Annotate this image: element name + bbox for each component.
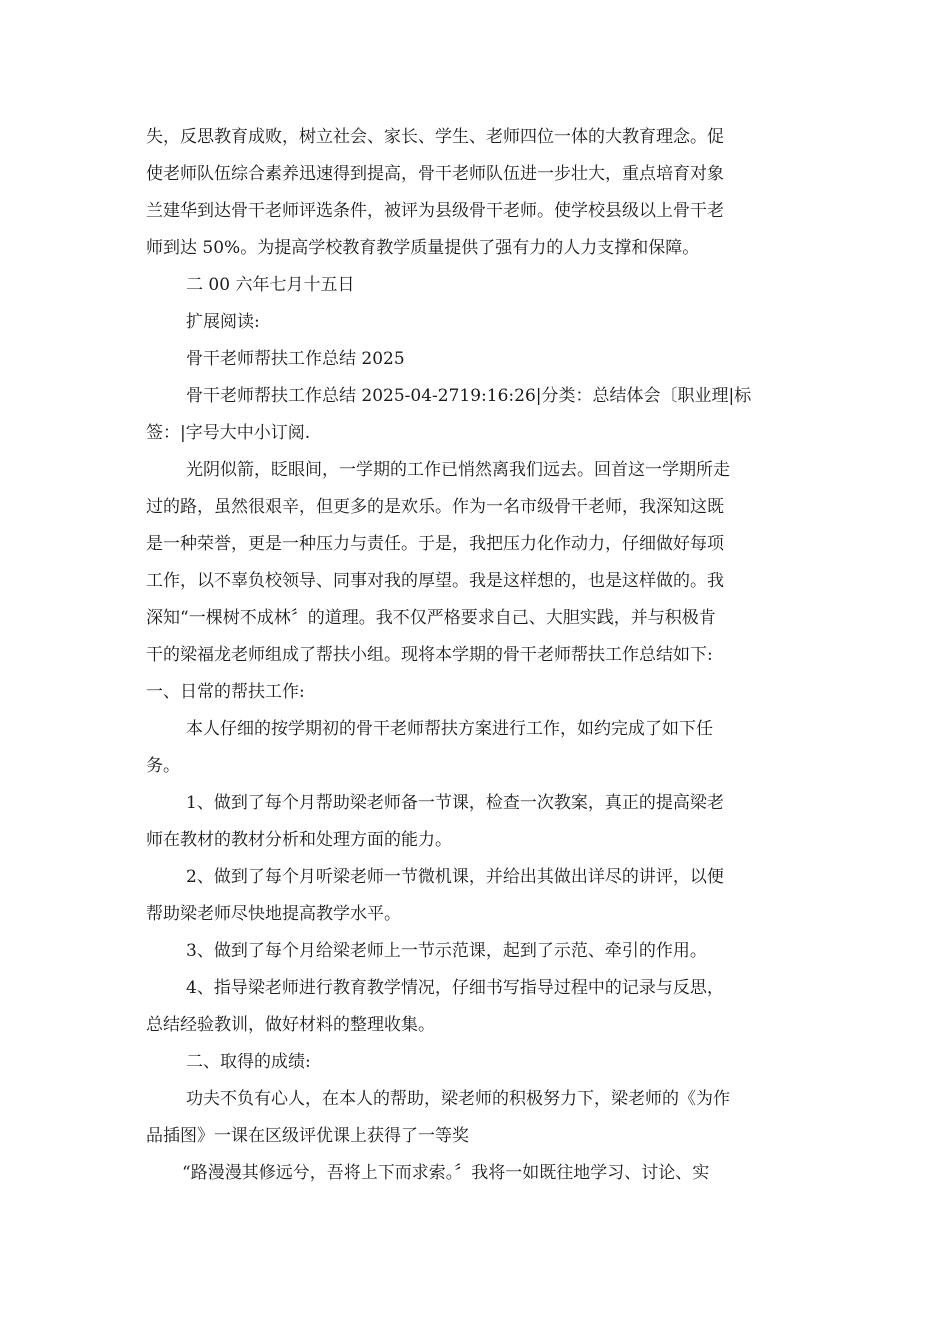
date-line: 二 00 六年七月十五日 xyxy=(186,275,355,295)
text-line: 过的路，虽然很艰辛，但更多的是欢乐。作为一名市级骨干老师，我深知这既 xyxy=(146,497,724,517)
article-meta-cont: 签：|字号大中小订阅. xyxy=(146,423,311,443)
text-line: 干的梁福龙老师组成了帮扶小组。现将本学期的骨干老师帮扶工作总结如下: xyxy=(146,645,713,665)
text-line: 功夫不负有心人，在本人的帮助，梁老师的积极努力下，梁老师的《为作 xyxy=(186,1089,730,1109)
text-line: 帮助梁老师尽快地提高教学水平。 xyxy=(146,904,401,924)
document-page xyxy=(146,119,806,1192)
list-item: 4、指导梁老师进行教育教学情况，仔细书写指导过程中的记录与反思， xyxy=(186,978,724,998)
text-line: 使老师队伍综合素养迅速得到提高，骨干老师队伍进一步壮大，重点培育对象 xyxy=(146,164,724,184)
text-line: 是一种荣誉，更是一种压力与责任。于是，我把压力化作动力，仔细做好每项 xyxy=(146,534,724,554)
extended-reading-label: 扩展阅读: xyxy=(186,312,260,332)
text-line: “路漫漫其修远兮，吾将上下而求索。〞我将一如既往地学习、讨论、实 xyxy=(182,1163,710,1183)
text-line: 品插图》一课在区级评优课上获得了一等奖 xyxy=(146,1126,469,1146)
text-line: 光阴似箭，眨眼间，一学期的工作已悄然离我们远去。回首这一学期所走 xyxy=(186,460,730,480)
list-item: 2、做到了每个月听梁老师一节微机课，并给出其做出详尽的讲评，以便 xyxy=(186,867,724,887)
section-heading: 一、日常的帮扶工作: xyxy=(146,682,305,702)
article-meta: 骨干老师帮扶工作总结 2025-04-2719:16:26|分类：总结体会〔职业理|标 xyxy=(186,386,752,406)
text-line: 兰建华到达骨干老师评选条件，被评为县级骨干老师。使学校县级以上骨干老 xyxy=(146,201,724,221)
text-line: 工作，以不辜负校领导、同事对我的厚望。我是这样想的，也是这样做的。我 xyxy=(146,571,724,591)
text-line: 务。 xyxy=(146,756,180,776)
text-line: 师在教材的教材分析和处理方面的能力。 xyxy=(146,830,452,850)
text-line: 失，反思教育成败，树立社会、家长、学生、老师四位一体的大教育理念。促 xyxy=(146,127,724,147)
list-item: 3、做到了每个月给梁老师上一节示范课，起到了示范、牵引的作用。 xyxy=(186,941,707,961)
text-line: 总结经验教训，做好材料的整理收集。 xyxy=(146,1015,435,1035)
section-heading: 二、取得的成绩: xyxy=(186,1052,311,1072)
article-title: 骨干老师帮扶工作总结 2025 xyxy=(186,349,405,369)
list-item: 1、做到了每个月帮助梁老师备一节课，检查一次教案，真正的提高梁老 xyxy=(186,793,724,813)
text-line: 深知“一棵树不成林〞的道理。我不仅严格要求自己、大胆实践，并与积极肯 xyxy=(146,608,716,628)
text-line: 师到达 50%。为提高学校教育教学质量提供了强有力的人力支撑和保障。 xyxy=(146,238,700,258)
text-line: 本人仔细的按学期初的骨干老师帮扶方案进行工作，如约完成了如下任 xyxy=(186,719,713,739)
